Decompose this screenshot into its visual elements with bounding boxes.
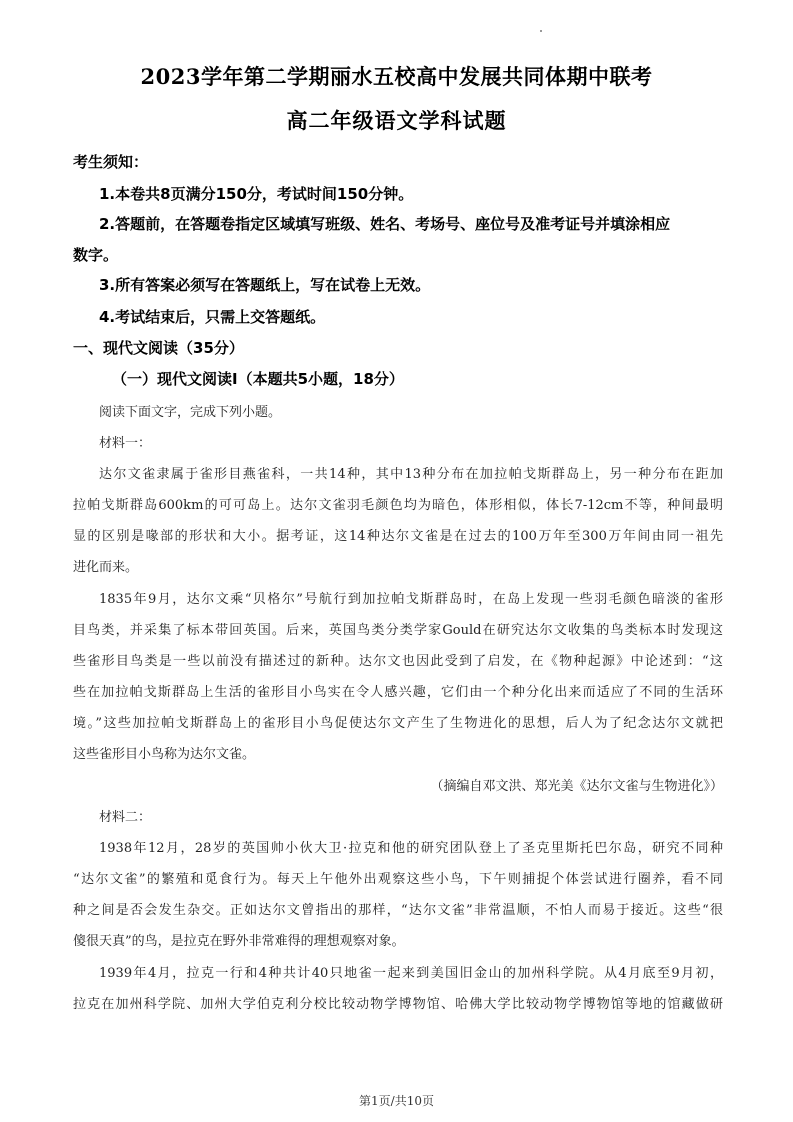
material2-label: 材料二： (99, 810, 152, 825)
material1-source: （摘编自邓文洪、郑光美《达尔文雀与生物进化》） (430, 779, 723, 794)
material2-line: 1939年4月，拉克一行和4种共计40只地雀一起来到美国旧金山的加州科学院。从4月底至9月初， (99, 966, 723, 981)
material2-line: 傻很天真”的鸟，是拉克在野外非常难得的理想观察对象。 (73, 934, 405, 949)
notice-item: 1.本卷共8页满分150分，考试时间150分钟。 (99, 185, 414, 203)
material1-line: 目鸟类，并采集了标本带回英国。后来，英国鸟类分类学家Gould在研究达尔文收集的鸟类标本时发现这 (73, 623, 723, 638)
material1-line: 进化而来。 (73, 560, 139, 575)
material1-label: 材料一： (99, 436, 152, 451)
material1-line: 显的区别是喙部的形状和大小。据考证，这14种达尔文雀是在过去的100万年至300万年间由同一祖先 (73, 529, 723, 544)
notice-item: 3.所有答案必须写在答题纸上，写在试卷上无效。 (99, 276, 431, 294)
notice-heading: 考生须知： (73, 153, 149, 171)
reading-instruction: 阅读下面文字，完成下列小题。 (99, 405, 282, 420)
material1-line: 些雀形目鸟类是一些以前没有描述过的新种。达尔文也因此受到了启发，在《物种起源》中论述到：“这 (73, 654, 723, 669)
notice-item: 数字。 (73, 246, 119, 264)
section-heading: 一、现代文阅读（35分） (73, 339, 244, 357)
page-number: 第1页/共10页 (359, 1094, 434, 1108)
material1-line: 这些雀形目小鸟称为达尔文雀。 (73, 747, 256, 762)
exam-subtitle: 高二年级语文学科试题 (286, 108, 507, 133)
notice-item: 2.答题前，在答题卷指定区域填写班级、姓名、考场号、座位号及准考证号并填涂相应 (99, 215, 671, 233)
material1-line: 拉帕戈斯群岛600km的可可岛上。达尔文雀羽毛颜色均为暗色，体形相似，体长7-12cm不等，种间最明 (73, 498, 723, 513)
section-subheading: （一）现代文阅读Ⅰ（本题共5小题，18分） (112, 370, 404, 388)
material1-line: 1835年9月，达尔文乘“贝格尔”号航行到加拉帕戈斯群岛时，在岛上发现一些羽毛颜色暗淡的雀形 (99, 592, 723, 607)
notice-item: 4.考试结束后，只需上交答题纸。 (99, 308, 326, 326)
material1-line: 境。”这些加拉帕戈斯群岛上的雀形目小鸟促使达尔文产生了生物进化的思想，后人为了纪念达尔文就把 (73, 716, 723, 731)
material1-line: 些在加拉帕戈斯群岛上生活的雀形目小鸟实在令人感兴趣，它们由一个种分化出来而适应了不同的生活环 (73, 685, 723, 700)
material2-line: 1938年12月，28岁的英国帅小伙大卫·拉克和他的研究团队登上了圣克里斯托巴尔岛，研究不同种 (99, 841, 723, 856)
material2-line: 种之间是否会发生杂交。正如达尔文曾指出的那样，“达尔文雀”非常温顺，不怕人而易于接近。这些“很 (73, 903, 723, 918)
scan-dot (540, 30, 542, 32)
exam-title: 2023学年第二学期丽水五校高中发展共同体期中联考 (140, 64, 653, 89)
material1-line: 达尔文雀隶属于雀形目燕雀科，一共14种，其中13种分布在加拉帕戈斯群岛上，另一种分布在距加 (99, 467, 723, 482)
material2-line: “达尔文雀”的繁殖和觅食行为。每天上午他外出观察这些小鸟，下午则捕捉个体尝试进行圈养，看不同 (73, 872, 723, 887)
material2-line: 拉克在加州科学院、加州大学伯克利分校比较动物学博物馆、哈佛大学比较动物学博物馆等地的馆藏做研 (73, 997, 723, 1012)
